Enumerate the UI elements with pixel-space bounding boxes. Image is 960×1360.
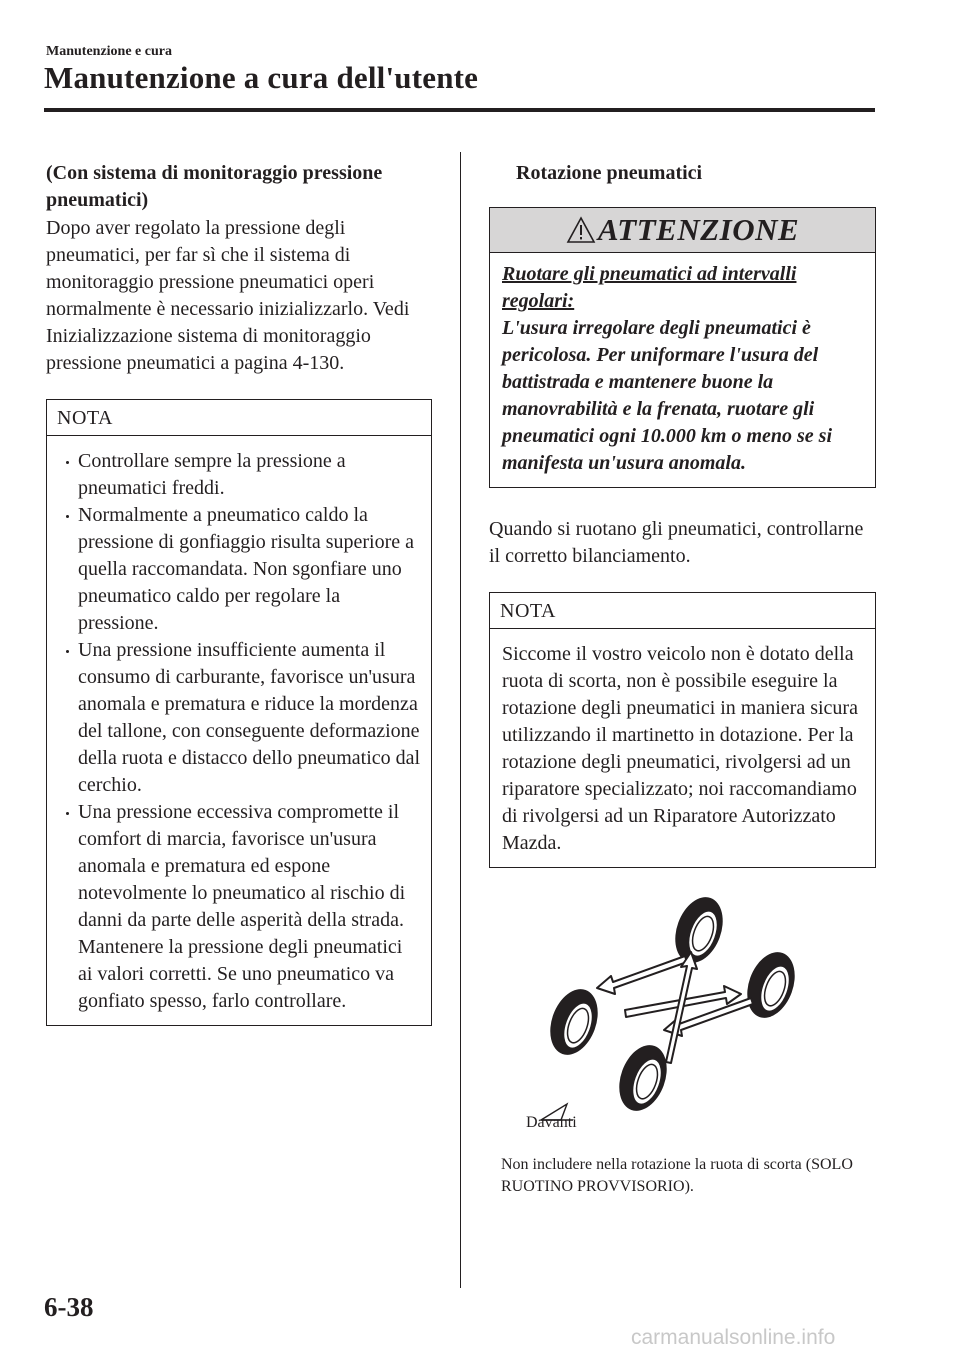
bullet-dot	[59, 502, 78, 637]
note-title: NOTA	[47, 400, 431, 436]
note-bullet-text: Una pressione eccessiva compromette il comfort di marcia, favorisce un'usura anomala e prematura ed espone notevolmente lo pneumatico al rischio di danni da parte delle asperità della strada. Mantenere la pressione degli pneumatici ai valori corretti. Se uno pneumatico va gonfiato spesso, farlo controllare.	[78, 801, 406, 1012]
tpms-paragraph: Dopo aver regolato la pressione degli pneumatici, per far sì che il sistema di monitoraggio pressione pneumatici operi normalmente è necessario inizializzarlo. Vedi Inizializzazione sistema di monitoraggio pressione pneumatici a pagina 4-130.	[46, 217, 410, 374]
balance-paragraph: Quando si ruotano gli pneumatici, controllarne il corretto bilanciamento.	[489, 518, 864, 567]
tire-rotation-diagram	[489, 890, 876, 1130]
warning-body	[490, 253, 875, 487]
note-bullet	[59, 502, 421, 637]
note-bullet	[59, 448, 421, 502]
note-body	[47, 436, 431, 1025]
warning-header	[490, 208, 875, 253]
column-divider	[460, 152, 461, 1288]
page-title: Manutenzione a cura dell'utente	[44, 60, 479, 95]
warning-text: L'usura irregolare degli pneumatici è pericolosa. Per uniformare l'usura del battistrada e mantenere buone la manovrabilità e la frenata, ruotare gli pneumatici ogni 10.000 km o meno se si manifesta un'usura anomala.	[502, 317, 833, 474]
warning-box	[489, 207, 876, 488]
note-bullet	[59, 799, 421, 1015]
tire-front-left-icon	[542, 983, 607, 1062]
note-bullet-text: Controllare sempre la pressione a pneumatici freddi.	[78, 450, 346, 499]
note-bullet	[59, 637, 421, 799]
title-rule	[44, 108, 875, 112]
note-bullet-text: Una pressione insufficiente aumenta il consumo di carburante, favorisce un'usura anomala e prematura e riduce la mordenza del tallone, con conseguente deformazione della ruota e distacco dello pneumatico dal cerchio.	[78, 639, 421, 796]
left-column	[46, 160, 432, 1026]
right-column	[489, 160, 876, 1198]
rotation-arrow-icon	[597, 952, 753, 1063]
warning-underlined-text: Ruotare gli pneumatici ad intervalli regolari:	[502, 263, 797, 312]
note-bullet-text: Normalmente a pneumatico caldo la pressione di gonfiaggio risulta superiore a quella raccomandata. Non sgonfiare uno pneumatico caldo per regolare la pressione.	[78, 504, 415, 634]
page-number: 6-38	[44, 1292, 94, 1322]
bullet-dot	[59, 799, 78, 1015]
note-box-pressure	[46, 399, 432, 1026]
note-title: NOTA	[490, 593, 875, 629]
tire-front-right-icon	[611, 1039, 676, 1118]
section-heading-rotation: Rotazione pneumatici	[516, 162, 703, 184]
figure-caption: Non includere nella rotazione la ruota di scorta (SOLO RUOTINO PROVVISORIO).	[501, 1156, 853, 1195]
running-head: Manutenzione e cura	[46, 44, 172, 59]
note-box-spare	[489, 592, 876, 868]
tire-rotation-figure	[489, 890, 876, 1130]
watermark: carmanualsonline.info	[631, 1326, 836, 1349]
tire-rear-left-icon	[667, 891, 732, 970]
bullet-dot	[59, 448, 78, 502]
note-body: Siccome il vostro veicolo non è dotato della ruota di scorta, non è possibile eseguire la rotazione degli pneumatici in maniera sicura utilizzando il martinetto in dotazione. Per la rotazione degli pneumatici, rivolgersi ad un riparatore specializzato; noi raccomandiamo di rivolgersi ad un Riparatore Autorizzato Mazda.	[502, 643, 858, 854]
warning-triangle-icon	[566, 216, 596, 244]
section-heading-tpms: (Con sistema di monitoraggio pressione pneumatici)	[46, 162, 383, 211]
warning-title: ATTENZIONE	[597, 212, 800, 247]
bullet-dot	[59, 637, 78, 799]
front-label: Davanti	[526, 1114, 577, 1131]
tire-rear-right-icon	[739, 946, 804, 1025]
